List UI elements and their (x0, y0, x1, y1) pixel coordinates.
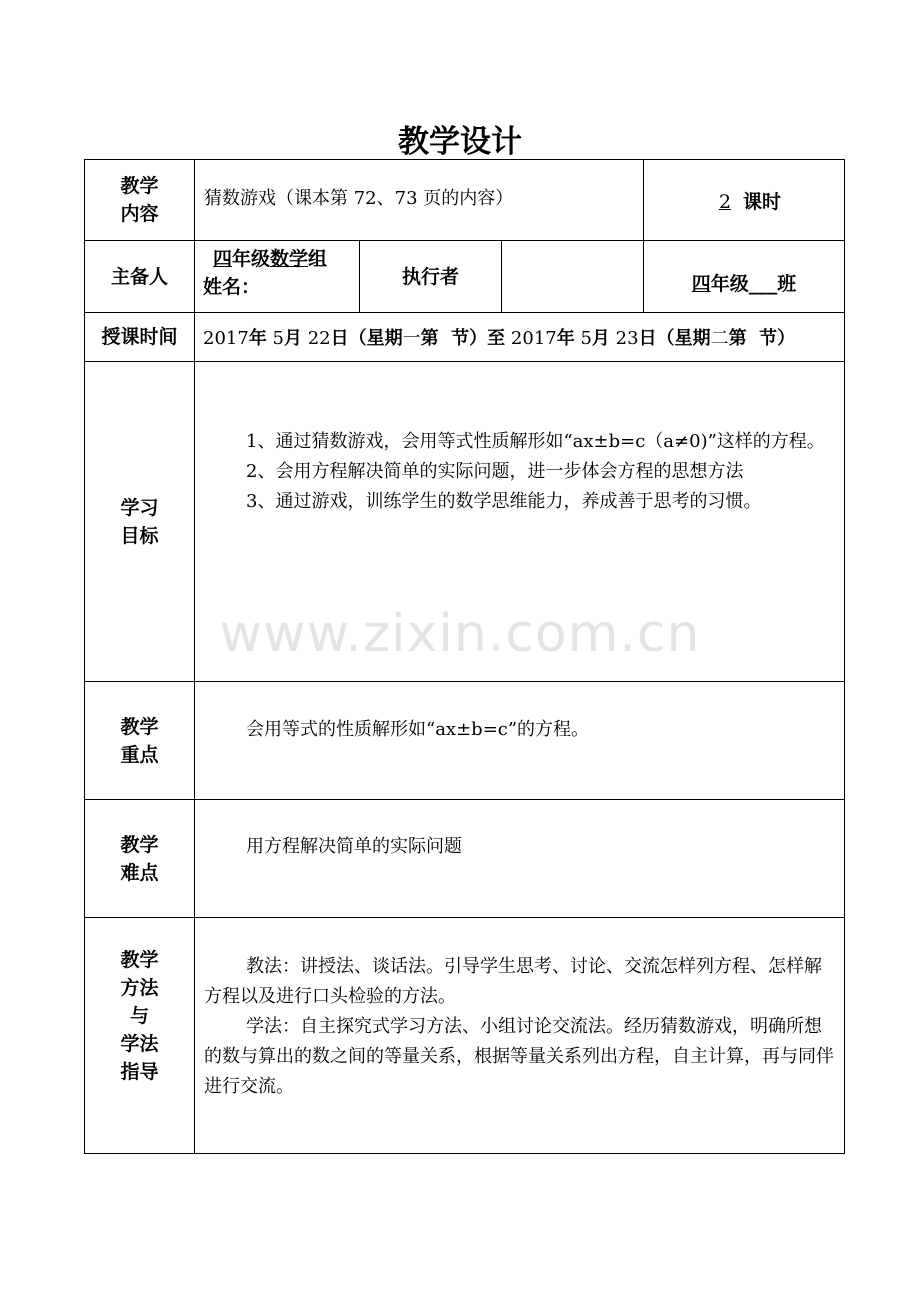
lesson-count-cell (644, 160, 845, 241)
label-executor: 执行者 (360, 241, 502, 313)
row-learning-goals (85, 362, 845, 682)
class-time-cell: 2017年 5月 22日（星期一第 节）至 2017年 5月 23日（星期二第 节） (195, 313, 845, 362)
goal-item-2: 2、会用方程解决简单的实际问题，进一步体会方程的思想方法 (246, 461, 744, 482)
label-key-points: 教学 重点 (85, 682, 195, 800)
label-teaching-methods: 教学 方法 与 学法 指导 (85, 918, 195, 1154)
executor-value-cell (502, 241, 644, 313)
row-key-points (85, 682, 845, 800)
lesson-unit-label: 课时 (743, 190, 782, 213)
difficult-points-cell (195, 800, 845, 918)
label-preparer: 主备人 (85, 241, 195, 313)
class-cell: 四年级___班 (644, 241, 845, 313)
difficult-points-text: 用方程解决简单的实际问题 (246, 836, 462, 857)
document-title: 教学设计 (398, 124, 522, 160)
label-difficult-points: 教学 难点 (85, 800, 195, 918)
row-teaching-content (85, 160, 845, 241)
row-preparer (85, 241, 845, 313)
learning-goals-cell (195, 362, 845, 682)
key-points-text: 会用等式的性质解形如“ax±b=c”的方程。 (246, 719, 590, 740)
label-teaching-content: 教学 内容 (85, 160, 195, 241)
watermark: www.zixin.com.cn (219, 604, 701, 664)
label-class-time: 授课时间 (85, 313, 195, 362)
teaching-method-text: 教法：讲授法、谈话法。引导学生思考、讨论、交流怎样列方程、怎样解方程以及进行口头检验的方法。 (204, 956, 822, 1007)
goal-item-1: 1、通过猜数游戏，会用等式性质解形如“ax±b=c（a≠0)”这样的方程。 (246, 431, 825, 452)
key-points-cell (195, 682, 845, 800)
row-class-time (85, 313, 845, 362)
teaching-content-text: 猜数游戏（课本第 72、73 页的内容） (204, 188, 514, 209)
label-learning-goals: 学习 目标 (85, 362, 195, 682)
learning-method-text: 学法：自主探究式学习方法、小组讨论交流法。经历猜数游戏，明确所想的数与算出的数之间的等量关系，根据等量关系列出方程，自主计算，再与同伴进行交流。 (204, 1016, 834, 1097)
preparer-group: 四年级数学组 (213, 248, 328, 270)
teaching-content-cell (195, 160, 644, 241)
row-difficult-points (85, 800, 845, 918)
preparer-cell (195, 241, 360, 313)
teaching-methods-cell (195, 918, 845, 1154)
preparer-name-label: 姓名： (203, 276, 261, 298)
row-teaching-methods (85, 918, 845, 1154)
goal-item-3: 3、通过游戏，训练学生的数学思维能力，养成善于思考的习惯。 (246, 491, 762, 512)
lesson-plan-table (84, 159, 845, 1154)
lesson-count-value: 2 (718, 190, 732, 213)
